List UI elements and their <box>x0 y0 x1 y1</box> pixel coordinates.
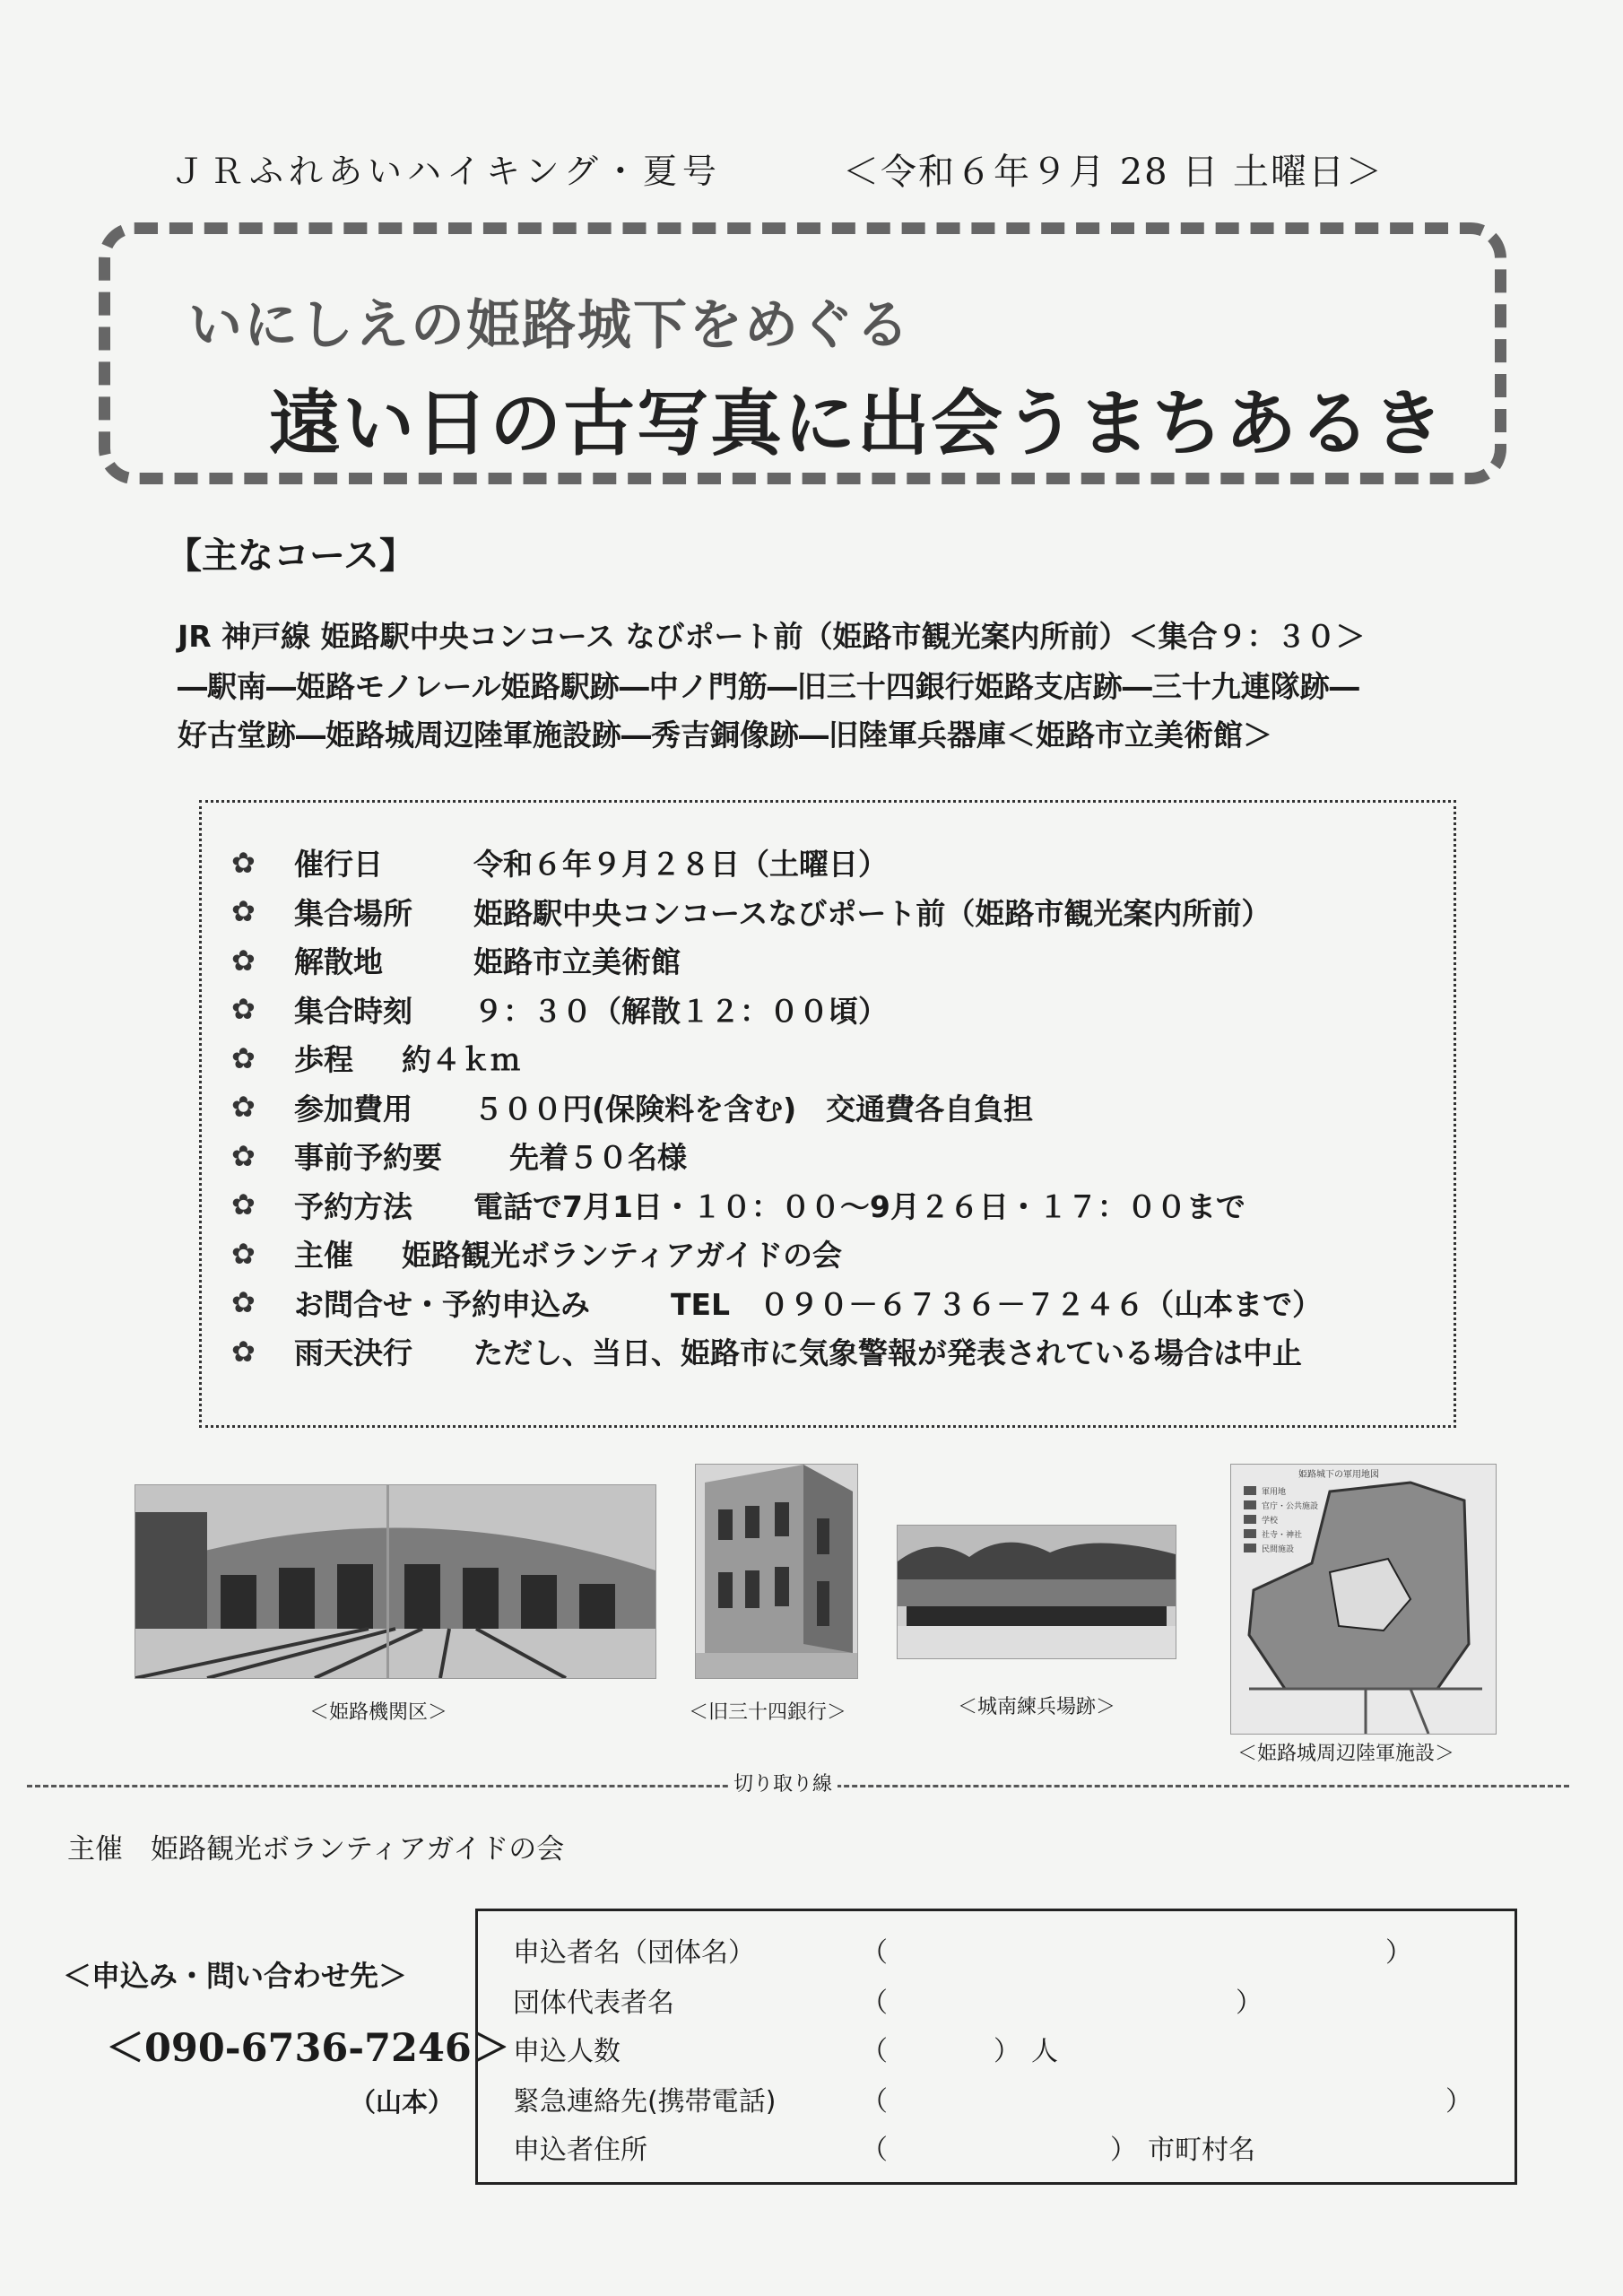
info-label: 集合時刻 <box>294 993 412 1029</box>
event-series-label: ＪＲふれあいハイキング・夏号 <box>170 152 722 191</box>
flower-bullet-icon: ✿ <box>231 1236 256 1271</box>
course-line: ―駅南―姫路モノレール姫路駅跡―中ノ門筋―旧三十四銀行姫路支店跡―三十九連隊跡― <box>178 669 1359 704</box>
info-row <box>231 1282 1322 1324</box>
info-row <box>231 1135 687 1177</box>
contact-heading: ＜申込み・問い合わせ先＞ <box>63 1959 408 1993</box>
info-row <box>231 1184 1245 1226</box>
info-row <box>231 1086 1033 1128</box>
map-legend-item: 民間施設 <box>1262 1545 1295 1554</box>
course-heading: 【主なコース】 <box>166 535 415 577</box>
info-row <box>231 841 888 883</box>
info-value: ９：３０（解散１２：００頃） <box>473 993 888 1029</box>
title-main: 遠い日の古写真に出会うまちあるき <box>269 382 1445 465</box>
map-title: 姫路城下の軍用地図 <box>1298 1470 1379 1480</box>
photo-jonan-parade-ground <box>897 1525 1176 1659</box>
flower-bullet-icon: ✿ <box>231 992 256 1026</box>
info-value: TEL ０９０－６７３６－７２４６（山本まで） <box>671 1286 1323 1322</box>
info-label: 雨天決行 <box>294 1335 412 1370</box>
map-legend-item: 軍用地 <box>1262 1488 1287 1497</box>
form-open-paren: （ <box>861 2036 888 2067</box>
info-label: お問合せ・予約申込み <box>294 1286 590 1322</box>
info-label: 主催 <box>294 1238 353 1273</box>
info-value: 姫路市立美術館 <box>473 944 681 979</box>
contact-person: （山本） <box>350 2087 455 2118</box>
map-legend-item: 学校 <box>1262 1517 1279 1526</box>
flower-bullet-icon: ✿ <box>231 1138 256 1173</box>
info-label: 歩程 <box>294 1042 353 1077</box>
info-value: ただし、当日、姫路市に気象警報が発表されている場合は中止 <box>473 1335 1302 1370</box>
form-open-paren: （ <box>861 2135 888 2166</box>
info-row <box>231 1330 1302 1372</box>
flower-bullet-icon: ✿ <box>231 1285 256 1319</box>
info-row <box>231 1232 842 1274</box>
map-legend-item: 官庁・公共施設 <box>1262 1502 1319 1511</box>
info-value: 姫路駅中央コンコースなびポート前（姫路市観光案内所前） <box>473 895 1271 931</box>
flower-bullet-icon: ✿ <box>231 1334 256 1369</box>
form-close-paren: ） <box>994 2036 1020 2067</box>
info-value: 約４ｋｍ <box>402 1042 520 1077</box>
flower-bullet-icon: ✿ <box>231 1090 256 1124</box>
photo-old-34th-bank <box>695 1464 858 1679</box>
photo-caption: ＜旧三十四銀行＞ <box>689 1701 847 1724</box>
form-close-paren: ） <box>1445 2086 1472 2118</box>
organizer: 主催 姫路観光ボランティアガイドの会 <box>67 1833 565 1866</box>
flower-bullet-icon: ✿ <box>231 943 256 978</box>
form-label-applicant: 申込者名（団体名） <box>513 1937 755 1969</box>
photo-caption: ＜姫路機関区＞ <box>309 1701 448 1724</box>
form-suffix-municipality: 市町村名 <box>1148 2135 1255 2166</box>
flower-bullet-icon: ✿ <box>231 1187 256 1222</box>
form-open-paren: （ <box>861 1987 888 2019</box>
info-value: 令和６年９月２８日（土曜日） <box>473 847 888 882</box>
event-date: ＜令和６年９月 28 日 土曜日＞ <box>843 152 1384 193</box>
photo-caption: ＜姫路城周辺陸軍施設＞ <box>1237 1743 1455 1765</box>
form-close-paren: ） <box>1110 2135 1137 2166</box>
form-label-address: 申込者住所 <box>513 2135 647 2166</box>
cut-line-label: 切り取り線 <box>728 1769 838 1796</box>
info-value: 電話で7月1日・１０：００～9月２６日・１７：００まで <box>473 1188 1245 1224</box>
info-row <box>231 1037 520 1079</box>
form-label-representative: 団体代表者名 <box>513 1987 674 2019</box>
info-label: 事前予約要 <box>294 1140 442 1175</box>
photo-military-facilities-map <box>1230 1464 1497 1735</box>
photo-caption: ＜城南練兵場跡＞ <box>958 1696 1116 1718</box>
info-label: 予約方法 <box>294 1188 412 1224</box>
course-line: JR 神戸線 姫路駅中央コンコース なびポート前（姫路市観光案内所前）＜集合９：３０＞ <box>178 619 1366 654</box>
info-row <box>231 988 888 1031</box>
info-value: 姫路観光ボランティアガイドの会 <box>402 1238 843 1273</box>
form-close-paren: ） <box>1385 1937 1412 1969</box>
course-line: 好古堂跡―姫路城周辺陸軍施設跡―秀吉銅像跡―旧陸軍兵器庫＜姫路市立美術館＞ <box>178 718 1272 752</box>
info-label: 催行日 <box>294 847 383 882</box>
form-label-headcount: 申込人数 <box>513 2036 621 2067</box>
form-suffix-persons: 人 <box>1031 2036 1058 2067</box>
contact-phone: ＜090-6736-7246＞ <box>106 2026 510 2071</box>
form-open-paren: （ <box>861 1937 888 1969</box>
flower-bullet-icon: ✿ <box>231 1040 256 1075</box>
flower-bullet-icon: ✿ <box>231 845 256 880</box>
info-label: 集合場所 <box>294 895 412 931</box>
title-subtitle: いにしえの姫路城下をめぐる <box>188 294 911 357</box>
info-row <box>231 939 681 981</box>
map-legend-item: 社寺・神社 <box>1262 1531 1303 1540</box>
info-label: 解散地 <box>294 944 383 979</box>
info-value: 先着５０名様 <box>509 1140 687 1175</box>
form-close-paren: ） <box>1236 1987 1263 2019</box>
flower-bullet-icon: ✿ <box>231 894 256 928</box>
info-label: 参加費用 <box>294 1091 412 1126</box>
form-label-emergency-contact: 緊急連絡先(携帯電話) <box>513 2086 777 2118</box>
photo-himeji-depot <box>135 1484 656 1679</box>
form-open-paren: （ <box>861 2086 888 2118</box>
info-row <box>231 891 1271 933</box>
info-value: ５００円(保険料を含む) 交通費各自負担 <box>473 1091 1034 1126</box>
